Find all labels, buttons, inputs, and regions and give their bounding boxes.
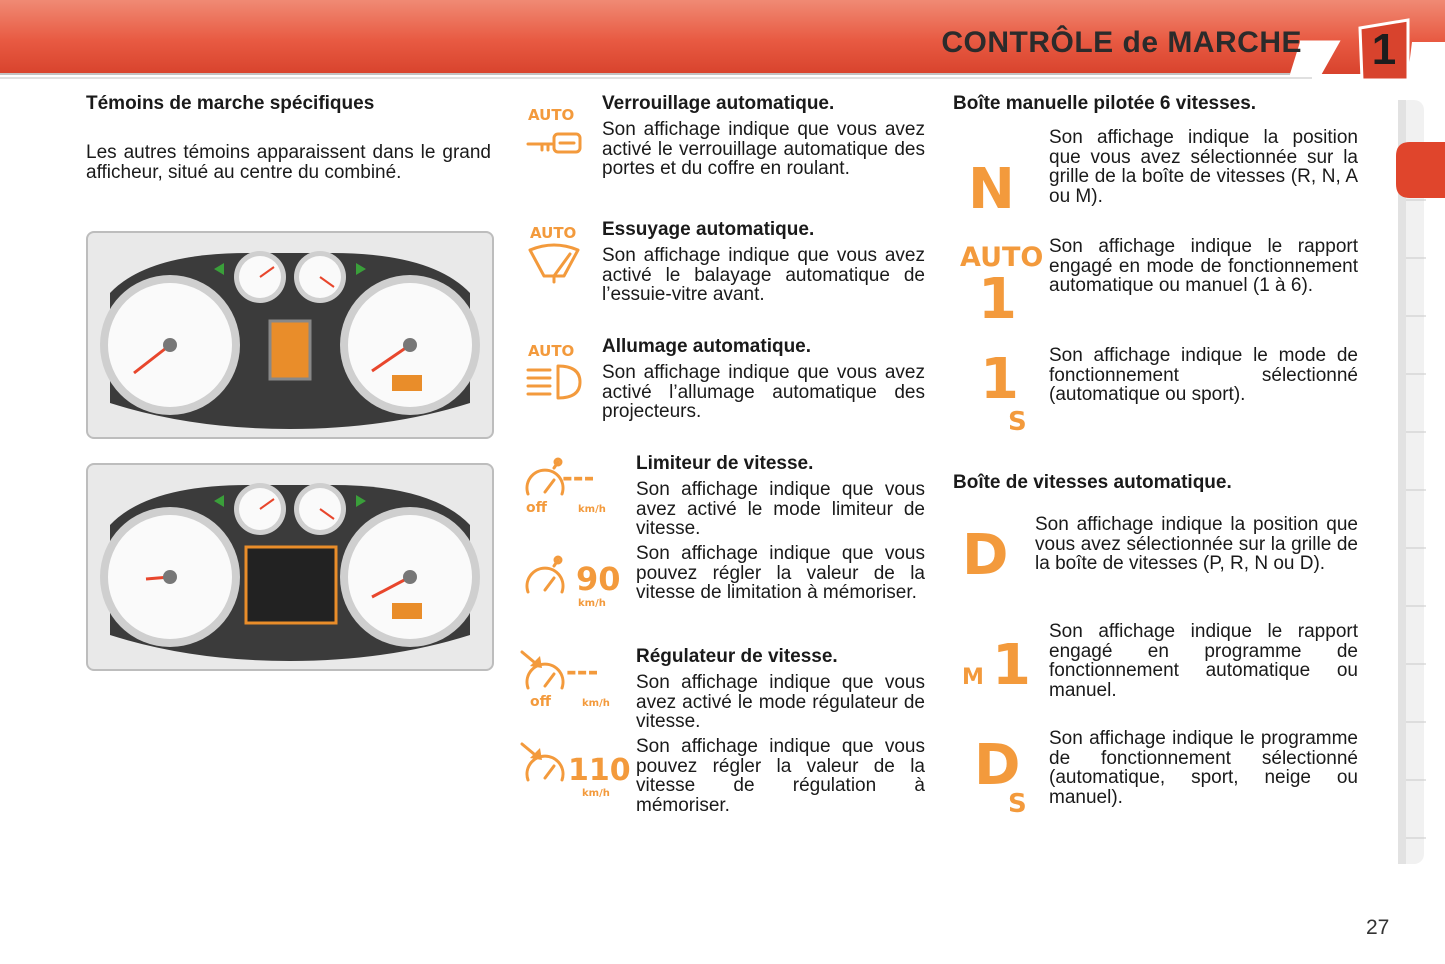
intro-paragraph: Les autres témoins apparaissent dans le grand afficheur, situé au centre du combiné. [86, 142, 491, 183]
unit-label: km/h [582, 698, 610, 709]
automatic-gearbox-heading: Boîte de vitesses automatique. [953, 472, 1232, 493]
icon-label-auto: AUTO [530, 224, 577, 242]
speed-limiter-off-icon [522, 458, 620, 514]
regulator-title: Régulateur de vitesse. [636, 646, 838, 667]
auto-headlamp-icon [524, 340, 584, 404]
chapter-number: 1 [1371, 25, 1397, 74]
manual-item-text-3: Son affichage indique le mode de fonctionnement sélectionné (automatique ou sport). [1049, 345, 1358, 405]
auto-lock-icon [524, 104, 584, 156]
manual-item-text-1: Son affichage indique la position que vous avez sélectionnée sur la grille de la boîte de vitesses (R, N, A ou M). [1049, 127, 1358, 207]
regulator-text-2: Son affichage indique que vous pouvez régler la valeur de la vitesse de régulation à mémoriser. [636, 736, 925, 816]
instrument-cluster-image-2 [86, 463, 494, 671]
item-title-headlamp: Allumage automatique. [602, 336, 812, 357]
off-label: off [530, 694, 551, 710]
speed-dashes: --- [566, 657, 599, 687]
page-number: 27 [1366, 916, 1390, 939]
gear-auto-1-glyph [958, 238, 1044, 332]
regulator-text-1: Son affichage indique que vous avez activé le mode régulateur de vitesse. [636, 672, 925, 732]
svg-text:1: 1 [978, 267, 1017, 332]
instrument-cluster-image-1 [86, 231, 494, 439]
svg-text:D: D [962, 523, 1009, 588]
active-chapter-tab[interactable] [1396, 142, 1445, 198]
cruise-control-off-icon [518, 648, 622, 708]
svg-text:1: 1 [980, 347, 1019, 412]
speed-limiter-value-icon [522, 556, 620, 612]
svg-text:N: N [968, 157, 1015, 222]
svg-text:M: M [962, 665, 984, 690]
gear-m1-glyph [960, 632, 1032, 698]
gear-d-glyph [960, 520, 1020, 588]
svg-text:D: D [974, 733, 1021, 798]
speed-dashes: --- [562, 463, 595, 493]
unit-label: km/h [578, 504, 606, 515]
speed-value: 90 [576, 560, 621, 598]
svg-text:1: 1 [992, 633, 1031, 698]
item-text-lock: Son affichage indique que vous avez activé le verrouillage automatique des portes et du coffre en roulant. [602, 119, 925, 179]
svg-text:S: S [1008, 407, 1027, 437]
automatic-item-text-3: Son affichage indique le programme de fonctionnement sélectionné (automatique, sport, neige ou manuel). [1049, 728, 1358, 808]
svg-text:S: S [1008, 789, 1027, 819]
item-text-wiper: Son affichage indique que vous avez activé le balayage automatique de l’essuie-vitre avant. [602, 245, 925, 305]
automatic-item-text-1: Son affichage indique la position que vous avez sélectionnée sur la grille de la boîte de vitesses (P, R, N ou D). [1035, 514, 1358, 574]
speed-value: 110 [568, 753, 631, 788]
gear-d-sport-glyph [972, 732, 1044, 819]
item-title-wiper: Essuyage automatique. [602, 219, 815, 240]
manual-item-text-2: Son affichage indique le rapport engagé en mode de fonctionnement automatique ou manuel (1 à 6). [1049, 236, 1358, 296]
limiter-text-2: Son affichage indique que vous pouvez régler la valeur de la vitesse de limitation à mémoriser. [636, 543, 925, 603]
limiter-title: Limiteur de vitesse. [636, 453, 814, 474]
icon-label-auto: AUTO [528, 106, 575, 124]
cruise-control-value-icon [518, 740, 631, 800]
unit-label: km/h [582, 788, 610, 799]
icon-label-auto: AUTO [528, 342, 575, 360]
manual-gearbox-heading: Boîte manuelle pilotée 6 vitesses. [953, 93, 1257, 114]
section-heading-specific-lamps: Témoins de marche spécifiques [86, 93, 375, 114]
svg-text:AUTO: AUTO [960, 242, 1044, 273]
unit-label: km/h [578, 598, 606, 609]
page-title: CONTRÔLE de MARCHE [941, 26, 1302, 59]
automatic-item-text-2: Son affichage indique le rapport engagé en programme de fonctionnement automatique ou manuel. [1049, 621, 1358, 701]
chapter-side-tabs [1396, 100, 1426, 864]
item-title-lock: Verrouillage automatique. [602, 93, 835, 114]
gear-n-glyph [966, 156, 1026, 222]
item-text-headlamp: Son affichage indique que vous avez activé l’allumage automatique des projecteurs. [602, 362, 925, 422]
auto-wiper-icon [524, 222, 584, 286]
limiter-text-1: Son affichage indique que vous avez activé le mode limiteur de vitesse. [636, 479, 925, 539]
off-label: off [526, 500, 547, 516]
gear-1-sport-glyph [974, 344, 1044, 437]
